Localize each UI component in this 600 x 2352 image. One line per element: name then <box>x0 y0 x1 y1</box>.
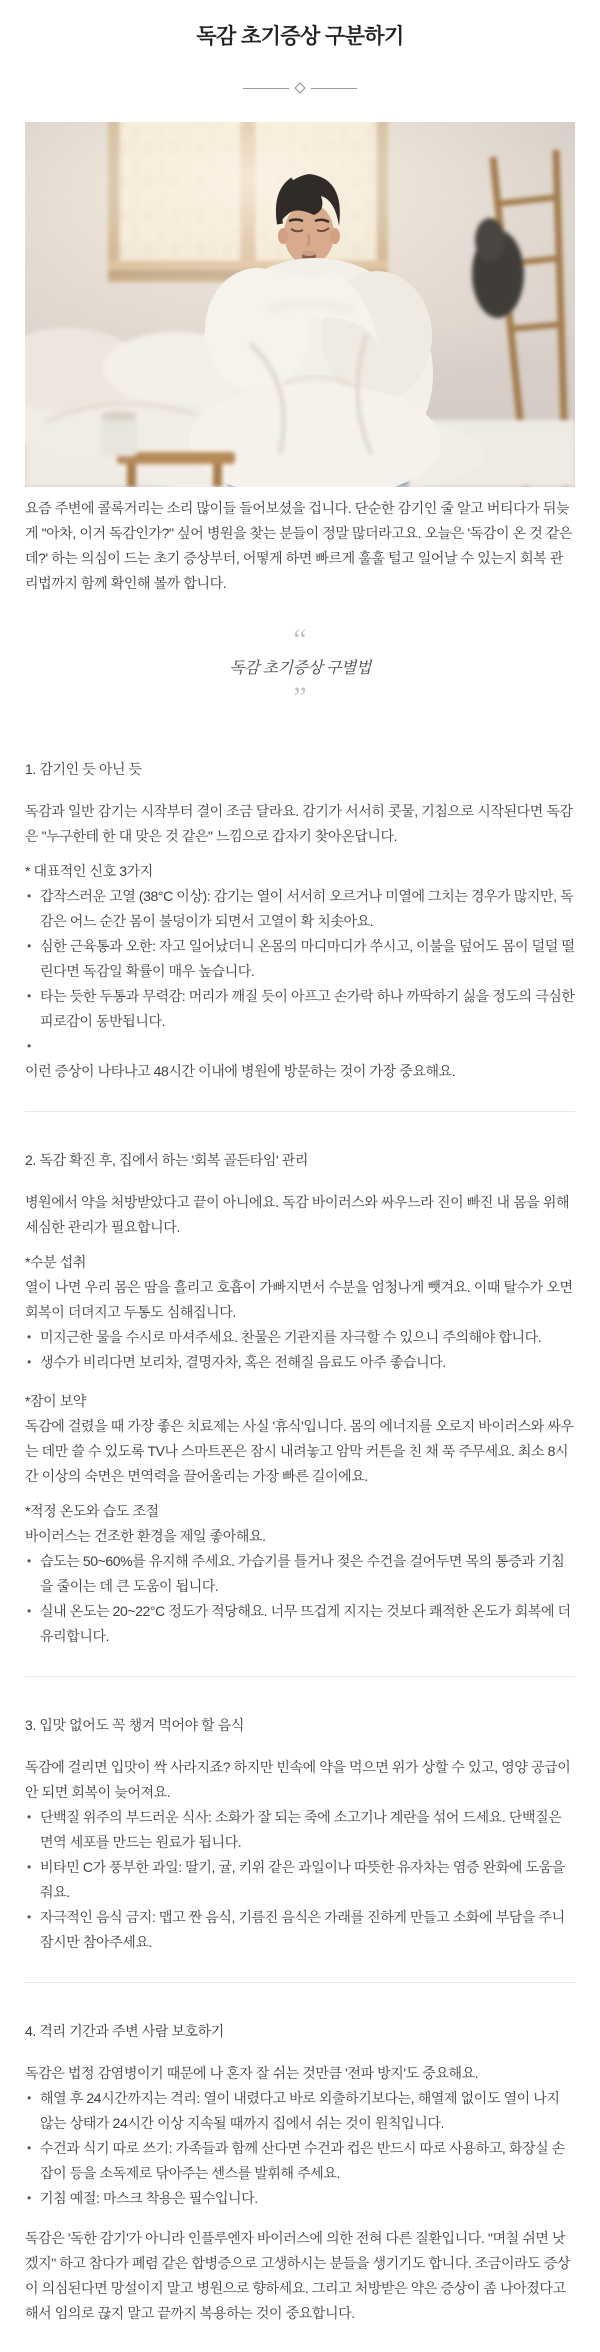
quote-text: 독감 초기증상 구별법 <box>229 660 371 677</box>
section-1-heading: 1. 감기인 듯 아닌 듯 <box>25 761 142 777</box>
title-divider <box>25 83 575 93</box>
page-title: 독감 초기증상 구분하기 <box>196 25 404 48</box>
intro-paragraph: 요즘 주변에 콜록거리는 소리 많이들 들어보셨을 겁니다. 단순한 감기인 줄 알고 버티다가 뒤늦게 "아차, 이거 독감인가?" 싶어 병원을 찾는 분들이 정말 많더라고요. 오늘은 '독감이 온 것 같은데?' 하는 의심이 드는 초기 증상부터, 어떻게 하면 빠르게 훌훌 털고 일어날 수 있는지 회복 관리법까지 함께 확인해 볼까 합니다. <box>25 500 573 591</box>
section-2 <box>25 1148 575 1649</box>
bullet-item: • 타는 듯한 두통과 무력감: 머리가 깨질 듯이 아프고 손가락 하나 까딱하기 싫을 정도의 극심한 피로감이 동반됩니다. <box>25 984 575 1034</box>
section-3-bullet-list <box>25 1805 575 1955</box>
section-1 <box>25 757 575 1084</box>
section-4-heading: 4. 격리 기간과 주변 사람 보호하기 <box>25 2023 224 2039</box>
section-3-paragraph: 독감에 걸리면 입맛이 싹 사라지죠? 하지만 빈속에 약을 먹으면 위가 상할 수 있고, 영양 공급이 안 되면 회복이 늦어져요. <box>25 1759 571 1800</box>
bullet-item: • 자극적인 음식 금지: 맵고 짠 음식, 기름진 음식은 가래를 진하게 만들고 소화에 부담을 주니 잠시만 참아주세요. <box>25 1905 575 1955</box>
section-4-paragraph: 독감은 법정 감염병이기 때문에 나 혼자 잘 쉬는 것만큼 '전파 방지'도 중요해요. <box>25 2065 479 2081</box>
bullet-item: • 갑작스러운 고열 (38°C 이상): 감기는 열이 서서히 오르거나 미열에 그치는 경우가 많지만, 독감은 어느 순간 몸이 불덩이가 되면서 고열이 확 치솟아요. <box>25 884 575 934</box>
section-2-heading: 2. 독감 확진 후, 집에서 하는 '회복 골든타임' 관리 <box>25 1152 309 1168</box>
section-divider <box>25 1111 575 1112</box>
water-bullet-list <box>25 1325 575 1375</box>
section-divider <box>25 1982 575 1983</box>
section-4 <box>25 2019 575 2326</box>
blog-post <box>0 24 600 2352</box>
bullet-item: • 습도는 50~60%를 유지해 주세요. 가습기를 틀거나 젖은 수건을 걸어두면 목의 통증과 기침을 줄이는 데 큰 도움이 됩니다. <box>25 1549 575 1599</box>
section-divider <box>25 1676 575 1677</box>
section-2-paragraph: 병원에서 약을 처방받았다고 끝이 아니에요. 독감 바이러스와 싸우느라 진이 빠진 내 몸을 위해 세심한 관리가 필요합니다. <box>25 1194 570 1235</box>
section-4-closing: 독감은 '독한 감기'가 아니라 인플루엔자 바이러스에 의한 전혀 다른 질환입니다. "며칠 쉬면 낫겠지" 하고 참다가 폐렴 같은 합병증으로 고생하시는 분들을 생기기도 합니다. 조금이라도 증상이 의심된다면 망설이지 말고 병원으로 향하세요. 그리고 처방받은 약은 증상이 좀 나아졌다고 해서 임의로 끊지 말고 끝까지 복용하는 것이 중요합니다. <box>25 2230 571 2321</box>
section-3-heading: 3. 입맛 없어도 꼭 챙겨 먹어야 할 음식 <box>25 1717 245 1733</box>
climate-subheading: *적정 온도와 습도 조절 <box>25 1503 159 1519</box>
divider-line-left <box>243 88 289 89</box>
climate-bullet-list <box>25 1549 575 1649</box>
divider-line-right <box>311 88 357 89</box>
section-3 <box>25 1713 575 1955</box>
section-4-bullet-list <box>25 2086 575 2211</box>
water-paragraph: 열이 나면 우리 몸은 땀을 흘리고 호흡이 가빠지면서 수분을 엄청나게 뺏겨요. 이때 탈수가 오면 회복이 더뎌지고 두통도 심해집니다. <box>25 1279 573 1320</box>
quote-block <box>25 623 575 714</box>
water-subheading: *수분 섭취 <box>25 1254 87 1270</box>
open-quote-icon: “ <box>293 623 307 656</box>
bullet-item: • 수건과 식기 따로 쓰기: 가족들과 함께 산다면 수건과 컵은 반드시 따로 사용하고, 화장실 손잡이 등을 소독제로 닦아주는 센스를 발휘해 주세요. <box>25 2136 575 2186</box>
climate-paragraph: 바이러스는 건조한 환경을 제일 좋아해요. <box>25 1528 266 1544</box>
sick-man-illustration <box>25 122 575 487</box>
section-1-closing: 이런 증상이 나타나고 48시간 이내에 병원에 방문하는 것이 가장 중요해요. <box>25 1063 456 1079</box>
section-1-subheading: * 대표적인 신호 3가지 <box>25 863 153 879</box>
bullet-item: • 미지근한 물을 수시로 마셔주세요. 찬물은 기관지를 자극할 수 있으니 주의해야 합니다. <box>25 1325 575 1350</box>
bullet-item: • 비타민 C가 풍부한 과일: 딸기, 귤, 키위 같은 과일이나 따뜻한 유자차는 염증 완화에 도움을 줘요. <box>25 1855 575 1905</box>
mug <box>101 416 137 456</box>
article-photo <box>25 122 575 487</box>
section-1-paragraph: 독감과 일반 감기는 시작부터 결이 조금 달라요. 감기가 서서히 콧물, 기침으로 시작된다면 독감은 "누구한테 한 대 맞은 것 같은" 느낌으로 갑자기 찾아온답니다. <box>25 803 573 844</box>
sleep-subheading: *잠이 보약 <box>25 1393 87 1409</box>
bullet-item: • 단백질 위주의 부드러운 식사: 소화가 잘 되는 죽에 소고기나 계란을 섞어 드세요. 단백질은 면역 세포를 만드는 원료가 됩니다. <box>25 1805 575 1855</box>
bullet-item-empty <box>25 1034 575 1059</box>
bullet-item: • 심한 근육통과 오한: 자고 일어났더니 온몸의 마디마디가 쑤시고, 이불을 덮어도 몸이 덜덜 떨린다면 독감일 확률이 매우 높습니다. <box>25 934 575 984</box>
bullet-item: • 실내 온도는 20~22°C 정도가 적당해요. 너무 뜨겁게 지지는 것보다 쾌적한 온도가 회복에 더 유리합니다. <box>25 1599 575 1649</box>
bullet-item: • 해열 후 24시간까지는 격리: 열이 내렸다고 바로 외출하기보다는, 해열제 없이도 열이 나지 않는 상태가 24시간 이상 지속될 때까지 집에서 쉬는 것이 원칙입니다. <box>25 2086 575 2136</box>
section-1-bullet-list <box>25 884 575 1059</box>
bullet-item: • 기침 예절: 마스크 착용은 필수입니다. <box>25 2186 575 2211</box>
close-quote-icon: ” <box>293 681 307 714</box>
diamond-icon <box>294 82 305 93</box>
bullet-item: • 생수가 비리다면 보리차, 결명자차, 혹은 전해질 음료도 아주 좋습니다. <box>25 1350 575 1375</box>
sleep-paragraph: 독감에 걸렸을 때 가장 좋은 치료제는 사실 '휴식'입니다. 몸의 에너지를 오로지 바이러스와 싸우는 데만 쓸 수 있도록 TV나 스마트폰은 잠시 내려놓고 암막 커튼을 친 채 푹 주무세요. 최소 8시간 이상의 숙면은 면역력을 끌어올리는 가장 빠른 길이에요. <box>25 1418 574 1484</box>
